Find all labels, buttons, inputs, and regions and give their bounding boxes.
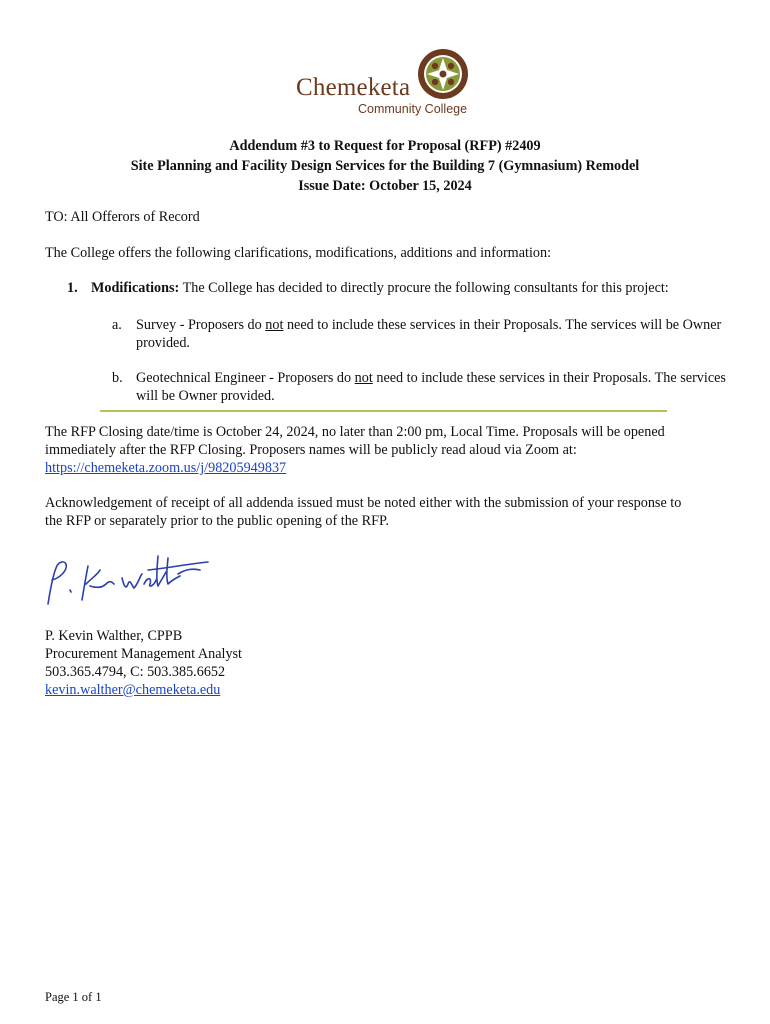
signer-email-link[interactable]: kevin.walther@chemeketa.edu xyxy=(45,682,221,698)
item-number: 1. xyxy=(67,280,78,296)
item-text: The College has decided to directly procure the following consultants for this project: xyxy=(179,280,669,296)
subitem-text-end: need to include these services in their Proposals. The services will be Owner provided. xyxy=(136,317,722,351)
subitem-text-start: Geotechnical Engineer - Proposers do xyxy=(136,370,355,386)
subitem-text-end: need to include these services in their Proposals. The services will be Owner provided. xyxy=(136,370,726,404)
closing-line-2: immediately after the RFP Closing. Proposers names will be publicly read aloud via Zoom at: xyxy=(45,442,577,458)
to-line: TO: All Offerors of Record xyxy=(45,209,200,225)
heading-addendum-title: Addendum #3 to Request for Proposal (RFP) #2409 xyxy=(229,138,541,154)
subitem-survey xyxy=(112,316,727,352)
subitem-letter: b. xyxy=(112,370,123,386)
logo-wordmark: Chemeketa xyxy=(296,74,411,101)
section-divider xyxy=(100,410,667,412)
closing-paragraph xyxy=(45,423,735,477)
signer-title: Procurement Management Analyst xyxy=(45,646,242,662)
acknowledgement-line-2: the RFP or separately prior to the public opening of the RFP. xyxy=(45,513,389,529)
subitem-letter: a. xyxy=(112,317,122,333)
item-modifications xyxy=(91,280,669,297)
heading-project-title: Site Planning and Facility Design Services for the Building 7 (Gymnasium) Remodel xyxy=(130,158,640,174)
signature-block xyxy=(45,627,735,699)
heading-issue-date: Issue Date: October 15, 2024 xyxy=(298,178,472,194)
acknowledgement-line-1: Acknowledgement of receipt of all addenda issued must be noted either with the submission of your response to xyxy=(45,495,682,511)
logo-subtitle: Community College xyxy=(358,102,468,116)
intro-paragraph: The College offers the following clarifications, modifications, additions and information: xyxy=(45,245,552,261)
subitem-emphasis: not xyxy=(354,370,373,386)
college-emblem-icon xyxy=(417,48,469,100)
signer-name: P. Kevin Walther, CPPB xyxy=(45,628,183,644)
handwritten-signature xyxy=(40,548,215,608)
item-label: Modifications: xyxy=(91,280,180,296)
college-logo xyxy=(296,48,476,120)
subitem-geotechnical xyxy=(112,369,727,405)
page-number: Page 1 of 1 xyxy=(45,990,102,1004)
closing-line-1: The RFP Closing date/time is October 24, 2024, no later than 2:00 pm, Local Time. Proposals will be opened xyxy=(45,424,665,440)
zoom-link[interactable]: https://chemeketa.zoom.us/j/98205949837 xyxy=(45,460,287,476)
document-heading xyxy=(0,136,770,196)
acknowledgement-paragraph xyxy=(45,494,735,530)
signer-phone: 503.365.4794, C: 503.385.6652 xyxy=(45,664,226,680)
subitem-emphasis: not xyxy=(265,317,284,333)
subitem-text-start: Survey - Proposers do xyxy=(136,317,266,333)
